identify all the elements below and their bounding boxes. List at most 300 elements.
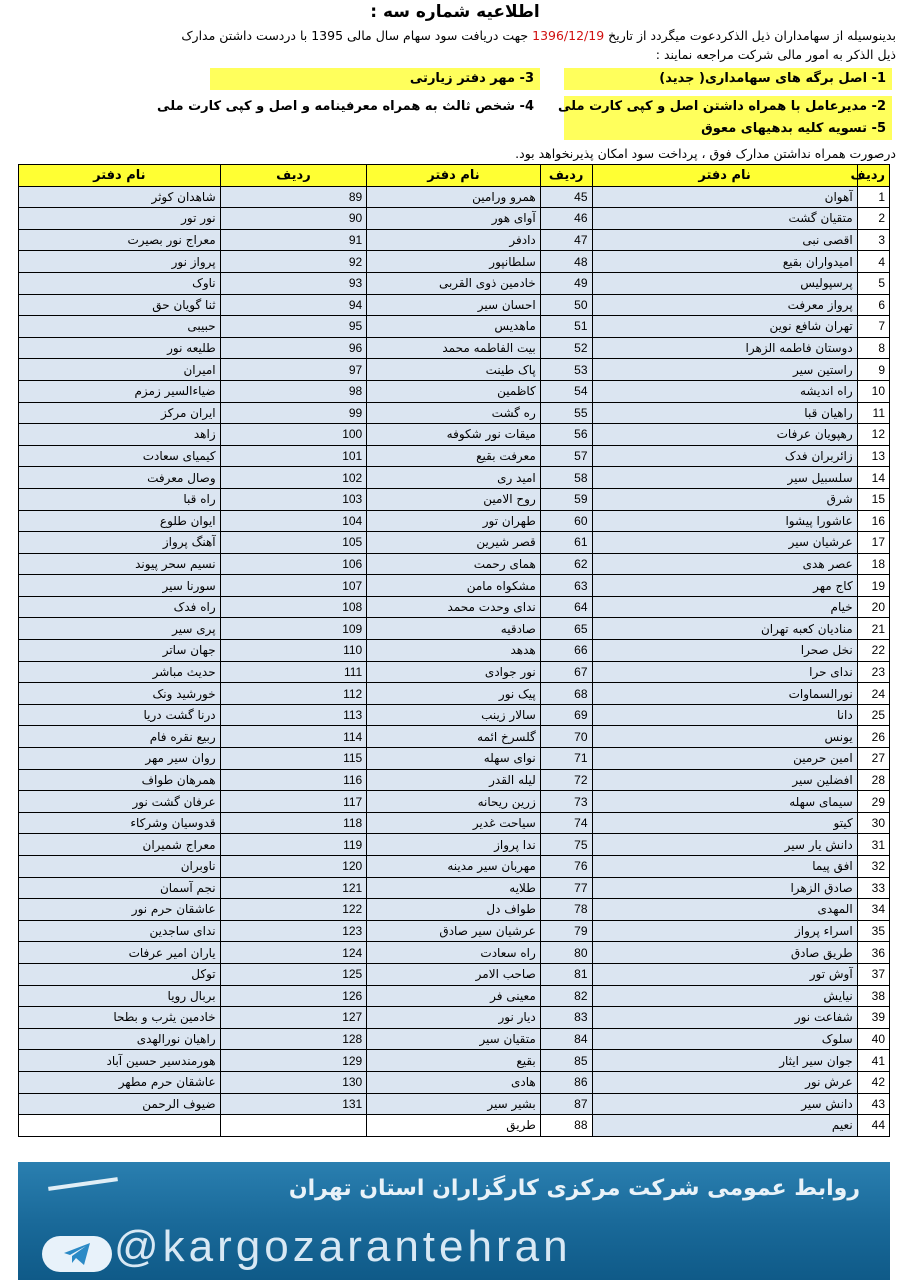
row-number: 8 (857, 337, 889, 359)
table-row (19, 661, 890, 683)
row-number: 57 (540, 445, 592, 467)
intro-part1: بدینوسیله از سهامداران ذیل الذکردعوت میگردد از تاریخ (604, 28, 896, 43)
row-number: 83 (540, 1007, 592, 1029)
row-number: 128 (220, 1028, 367, 1050)
office-name: ره گشت (367, 402, 541, 424)
office-name: جهان ساتر (19, 640, 221, 662)
row-number: 71 (540, 748, 592, 770)
intro-date: 1396/12/19 (532, 28, 605, 43)
table-row (19, 618, 890, 640)
row-number: 91 (220, 229, 367, 251)
office-name: عرشیان سیر (592, 532, 857, 554)
row-number: 45 (540, 186, 592, 208)
office-name: رهپویان عرفات (592, 424, 857, 446)
row-number: 99 (220, 402, 367, 424)
row-number: 106 (220, 553, 367, 575)
office-name: نور تور (19, 208, 221, 230)
office-name: عصر هدی (592, 553, 857, 575)
office-name: عرشیان سیر صادق (367, 920, 541, 942)
office-name: افضلین سیر (592, 769, 857, 791)
office-name: راستین سیر (592, 359, 857, 381)
office-name: طریق (367, 1115, 541, 1137)
row-number: 9 (857, 359, 889, 381)
row-number: 68 (540, 683, 592, 705)
office-name: نخل صحرا (592, 640, 857, 662)
table-row (19, 229, 890, 251)
office-name: ندا پرواز (367, 834, 541, 856)
row-number: 107 (220, 575, 367, 597)
intro-text (16, 26, 896, 64)
office-name: عرش نور (592, 1071, 857, 1093)
office-name: نوای سهله (367, 748, 541, 770)
row-number: 103 (220, 488, 367, 510)
office-name: پرسپولیس (592, 272, 857, 294)
row-number: 96 (220, 337, 367, 359)
row-number: 15 (857, 488, 889, 510)
row-number: 76 (540, 856, 592, 878)
office-name: یونس (592, 726, 857, 748)
row-number: 58 (540, 467, 592, 489)
office-name: المهدی (592, 899, 857, 921)
office-name: ندای حرا (592, 661, 857, 683)
office-name: خادمین یثرب و بطحا (19, 1007, 221, 1029)
row-number: 82 (540, 985, 592, 1007)
row-number: 39 (857, 1007, 889, 1029)
row-number: 48 (540, 251, 592, 273)
table-row (19, 294, 890, 316)
footer-banner (18, 1162, 890, 1280)
office-name: زرین ریحانه (367, 791, 541, 813)
header-office-name: نام دفتر (367, 165, 541, 187)
row-number: 12 (857, 424, 889, 446)
office-name: طهران تور (367, 510, 541, 532)
airplane-icon (48, 1177, 118, 1191)
row-number: 55 (540, 402, 592, 424)
office-name: ماهدیس (367, 316, 541, 338)
row-number: 70 (540, 726, 592, 748)
table-row (19, 683, 890, 705)
table-row (19, 920, 890, 942)
row-number: 84 (540, 1028, 592, 1050)
requirement-5: 5- تسویه کلیه بدهیهای معوق (564, 118, 892, 140)
office-name: دوستان فاطمه الزهرا (592, 337, 857, 359)
office-name: آوش تور (592, 963, 857, 985)
office-name: خیام (592, 596, 857, 618)
row-number: 89 (220, 186, 367, 208)
row-number: 7 (857, 316, 889, 338)
office-name: سورنا سیر (19, 575, 221, 597)
row-number: 50 (540, 294, 592, 316)
office-name: آهوان (592, 186, 857, 208)
channel-handle: @kargozarantehran (114, 1222, 572, 1271)
row-number: 18 (857, 553, 889, 575)
warning-note: درصورت همراه نداشتن مدارک فوق ، پرداخت سود امکان پذیرنخواهد بود. (515, 146, 896, 161)
row-number: 11 (857, 402, 889, 424)
office-name: طلیعه نور (19, 337, 221, 359)
row-number: 92 (220, 251, 367, 273)
row-number: 21 (857, 618, 889, 640)
row-number: 123 (220, 920, 367, 942)
row-number: 30 (857, 812, 889, 834)
header-office-name: نام دفتر (19, 165, 221, 187)
office-name: نور جوادی (367, 661, 541, 683)
table-row (19, 899, 890, 921)
table-row (19, 272, 890, 294)
office-name: راه اندیشه (592, 380, 857, 402)
office-name: خادمین ذوی القربی (367, 272, 541, 294)
row-number: 65 (540, 618, 592, 640)
row-number: 95 (220, 316, 367, 338)
row-number: 17 (857, 532, 889, 554)
office-name: اقصی نبی (592, 229, 857, 251)
office-name: افق پیما (592, 856, 857, 878)
row-number: 43 (857, 1093, 889, 1115)
office-name: ناوک (19, 272, 221, 294)
office-name: کاظمین (367, 380, 541, 402)
office-name: حدیث مباشر (19, 661, 221, 683)
office-name: عرفان گشت نور (19, 791, 221, 813)
office-name: صاحب الامر (367, 963, 541, 985)
office-name: هورمندسیر حسین آباد (19, 1050, 221, 1072)
table-row (19, 812, 890, 834)
office-name: زائربران فدک (592, 445, 857, 467)
row-number: 113 (220, 704, 367, 726)
table-row (19, 424, 890, 446)
row-number: 34 (857, 899, 889, 921)
table-row (19, 380, 890, 402)
row-number: 72 (540, 769, 592, 791)
office-name: تهران شافع نوین (592, 316, 857, 338)
row-number: 108 (220, 596, 367, 618)
table-row (19, 942, 890, 964)
table-row (19, 596, 890, 618)
offices-table (18, 164, 890, 1137)
row-number: 121 (220, 877, 367, 899)
table-row (19, 316, 890, 338)
requirement-1: 1- اصل برگه های سهامداری( جدید) (564, 68, 892, 90)
office-name: نورالسماوات (592, 683, 857, 705)
office-name: سیمای سهله (592, 791, 857, 813)
office-name: طریق صادق (592, 942, 857, 964)
table-row (19, 1028, 890, 1050)
office-name: هادی (367, 1071, 541, 1093)
banner-title: روابط عمومی شرکت مرکزی کارگزاران استان تهران (288, 1176, 860, 1201)
table-row (19, 834, 890, 856)
page-title: اطلاعیه شماره سه : (370, 2, 540, 22)
row-number: 78 (540, 899, 592, 921)
row-number: 14 (857, 467, 889, 489)
office-name: ایوان طلوع (19, 510, 221, 532)
office-name: وصال معرفت (19, 467, 221, 489)
row-number: 23 (857, 661, 889, 683)
requirement-3: 3- مهر دفتر زیارتی (210, 68, 540, 90)
office-name: آوای هور (367, 208, 541, 230)
row-number: 31 (857, 834, 889, 856)
office-name: ندای وحدت محمد (367, 596, 541, 618)
office-name: همرهان طواف (19, 769, 221, 791)
office-name: بیت الفاطمه محمد (367, 337, 541, 359)
header-row-number: ردیف (540, 165, 592, 187)
office-name: ناوبران (19, 856, 221, 878)
row-number: 101 (220, 445, 367, 467)
row-number: 69 (540, 704, 592, 726)
row-number: 126 (220, 985, 367, 1007)
office-name: معینی فر (367, 985, 541, 1007)
office-name: عاشقان حرم مطهر (19, 1071, 221, 1093)
table-row (19, 877, 890, 899)
row-number: 3 (857, 229, 889, 251)
row-number: 5 (857, 272, 889, 294)
office-name: کاج مهر (592, 575, 857, 597)
office-name: مشکواه مامن (367, 575, 541, 597)
office-name: راه فدک (19, 596, 221, 618)
table-row (19, 208, 890, 230)
row-number: 86 (540, 1071, 592, 1093)
row-number: 120 (220, 856, 367, 878)
office-name: پیک نور (367, 683, 541, 705)
intro-part2: جهت دریافت سود سهام سال مالی 1395 با دردست داشتن مدارک (181, 28, 533, 43)
row-number: 122 (220, 899, 367, 921)
office-name: معراج نور بصیرت (19, 229, 221, 251)
row-number: 63 (540, 575, 592, 597)
office-name: ثنا گویان حق (19, 294, 221, 316)
office-name: سلسبیل سیر (592, 467, 857, 489)
office-name: احسان سیر (367, 294, 541, 316)
office-name: دیار نور (367, 1007, 541, 1029)
row-number: 117 (220, 791, 367, 813)
table-row (19, 359, 890, 381)
row-number: 111 (220, 661, 367, 683)
row-number: 32 (857, 856, 889, 878)
row-number: 73 (540, 791, 592, 813)
office-name: نیایش (592, 985, 857, 1007)
row-number: 28 (857, 769, 889, 791)
office-name: متقیان سیر (367, 1028, 541, 1050)
row-number: 66 (540, 640, 592, 662)
office-name: دانش سیر (592, 1093, 857, 1115)
row-number (220, 1115, 367, 1137)
row-number: 114 (220, 726, 367, 748)
row-number: 81 (540, 963, 592, 985)
office-name: سلوک (592, 1028, 857, 1050)
office-name: بشیر سیر (367, 1093, 541, 1115)
row-number: 40 (857, 1028, 889, 1050)
office-name: پرواز معرفت (592, 294, 857, 316)
table-row (19, 553, 890, 575)
row-number: 79 (540, 920, 592, 942)
row-number: 6 (857, 294, 889, 316)
office-name: طواف دل (367, 899, 541, 921)
table-row (19, 1115, 890, 1137)
row-number: 115 (220, 748, 367, 770)
office-name: زاهد (19, 424, 221, 446)
row-number: 67 (540, 661, 592, 683)
office-name: همرو ورامین (367, 186, 541, 208)
row-number: 54 (540, 380, 592, 402)
office-name: سلطانپور (367, 251, 541, 273)
table-row (19, 1093, 890, 1115)
row-number: 52 (540, 337, 592, 359)
office-name: متقیان گشت (592, 208, 857, 230)
row-number: 24 (857, 683, 889, 705)
row-number: 56 (540, 424, 592, 446)
row-number: 44 (857, 1115, 889, 1137)
header-office-name: نام دفتر (592, 165, 857, 187)
header-row-number: ردیف (857, 165, 889, 187)
row-number: 98 (220, 380, 367, 402)
office-name: توکل (19, 963, 221, 985)
row-number: 2 (857, 208, 889, 230)
office-name: نجم آسمان (19, 877, 221, 899)
office-name: درنا گشت دریا (19, 704, 221, 726)
office-name: ضیوف الرحمن (19, 1093, 221, 1115)
row-number: 75 (540, 834, 592, 856)
row-number: 64 (540, 596, 592, 618)
office-name: حبیبی (19, 316, 221, 338)
office-name: جوان سیر ایثار (592, 1050, 857, 1072)
row-number: 100 (220, 424, 367, 446)
table-row (19, 791, 890, 813)
office-name: ندای ساجدین (19, 920, 221, 942)
row-number: 124 (220, 942, 367, 964)
telegram-icon (42, 1236, 112, 1272)
office-name: روان سیر مهر (19, 748, 221, 770)
row-number: 125 (220, 963, 367, 985)
row-number: 104 (220, 510, 367, 532)
row-number: 74 (540, 812, 592, 834)
row-number: 60 (540, 510, 592, 532)
table-row (19, 1071, 890, 1093)
table-row (19, 704, 890, 726)
table-row (19, 1050, 890, 1072)
office-name: پرواز نور (19, 251, 221, 273)
office-name: امید ری (367, 467, 541, 489)
row-number: 25 (857, 704, 889, 726)
row-number: 130 (220, 1071, 367, 1093)
table-row (19, 337, 890, 359)
office-name: منادیان کعبه تهران (592, 618, 857, 640)
table-row (19, 532, 890, 554)
office-name: لیله القدر (367, 769, 541, 791)
office-name: بربال رویا (19, 985, 221, 1007)
row-number: 88 (540, 1115, 592, 1137)
office-name: راه قبا (19, 488, 221, 510)
row-number: 62 (540, 553, 592, 575)
office-name: کیتو (592, 812, 857, 834)
table-row (19, 726, 890, 748)
office-name: روح الامین (367, 488, 541, 510)
row-number: 59 (540, 488, 592, 510)
table-row (19, 1007, 890, 1029)
row-number: 10 (857, 380, 889, 402)
row-number: 112 (220, 683, 367, 705)
table-row (19, 402, 890, 424)
office-name: سیاحت غدیر (367, 812, 541, 834)
table-row (19, 748, 890, 770)
row-number: 16 (857, 510, 889, 532)
office-name: طلایه (367, 877, 541, 899)
office-name: اسراء پرواز (592, 920, 857, 942)
row-number: 97 (220, 359, 367, 381)
office-name: بقیع (367, 1050, 541, 1072)
row-number: 22 (857, 640, 889, 662)
office-name: ربیع نقره فام (19, 726, 221, 748)
office-name: راهیان قبا (592, 402, 857, 424)
row-number: 46 (540, 208, 592, 230)
row-number: 33 (857, 877, 889, 899)
office-name: میقات نور شکوفه (367, 424, 541, 446)
row-number: 35 (857, 920, 889, 942)
row-number: 42 (857, 1071, 889, 1093)
office-name: قدوسیان وشرکاء (19, 812, 221, 834)
office-name: هدهد (367, 640, 541, 662)
row-number: 93 (220, 272, 367, 294)
row-number: 116 (220, 769, 367, 791)
row-number: 119 (220, 834, 367, 856)
table-row (19, 251, 890, 273)
table-row (19, 488, 890, 510)
row-number: 90 (220, 208, 367, 230)
row-number: 51 (540, 316, 592, 338)
office-name: امیران (19, 359, 221, 381)
row-number: 109 (220, 618, 367, 640)
office-name: معراج شمیران (19, 834, 221, 856)
row-number: 53 (540, 359, 592, 381)
row-number: 85 (540, 1050, 592, 1072)
table-row (19, 985, 890, 1007)
row-number: 26 (857, 726, 889, 748)
office-name: کیمیای سعادت (19, 445, 221, 467)
row-number: 61 (540, 532, 592, 554)
table-row (19, 856, 890, 878)
row-number: 13 (857, 445, 889, 467)
office-name: ضیاءالسیر زمزم (19, 380, 221, 402)
row-number: 102 (220, 467, 367, 489)
row-number: 49 (540, 272, 592, 294)
requirement-2: 2- مدیرعامل با همراه داشتن اصل و کپی کارت ملی (564, 96, 892, 118)
office-name: شفاعت نور (592, 1007, 857, 1029)
row-number: 27 (857, 748, 889, 770)
office-name: خورشید ونک (19, 683, 221, 705)
office-name: قصر شیرین (367, 532, 541, 554)
table-row (19, 769, 890, 791)
office-name: یاران امیر عرفات (19, 942, 221, 964)
office-name: شاهدان کوثر (19, 186, 221, 208)
row-number: 105 (220, 532, 367, 554)
office-name: پاک طینت (367, 359, 541, 381)
office-name: آهنگ پرواز (19, 532, 221, 554)
office-name: راهیان نورالهدی (19, 1028, 221, 1050)
office-name: صادق الزهرا (592, 877, 857, 899)
office-name: امین حرمین (592, 748, 857, 770)
row-number: 118 (220, 812, 367, 834)
table-row (19, 445, 890, 467)
office-name: نسیم سحر پیوند (19, 553, 221, 575)
row-number: 4 (857, 251, 889, 273)
office-name: سالار زینب (367, 704, 541, 726)
office-name: شرق (592, 488, 857, 510)
row-number: 110 (220, 640, 367, 662)
row-number: 19 (857, 575, 889, 597)
table-row (19, 510, 890, 532)
office-name: راه سعادت (367, 942, 541, 964)
table-row (19, 963, 890, 985)
row-number: 1 (857, 186, 889, 208)
office-name (19, 1115, 221, 1137)
table-row (19, 467, 890, 489)
row-number: 129 (220, 1050, 367, 1072)
row-number: 127 (220, 1007, 367, 1029)
